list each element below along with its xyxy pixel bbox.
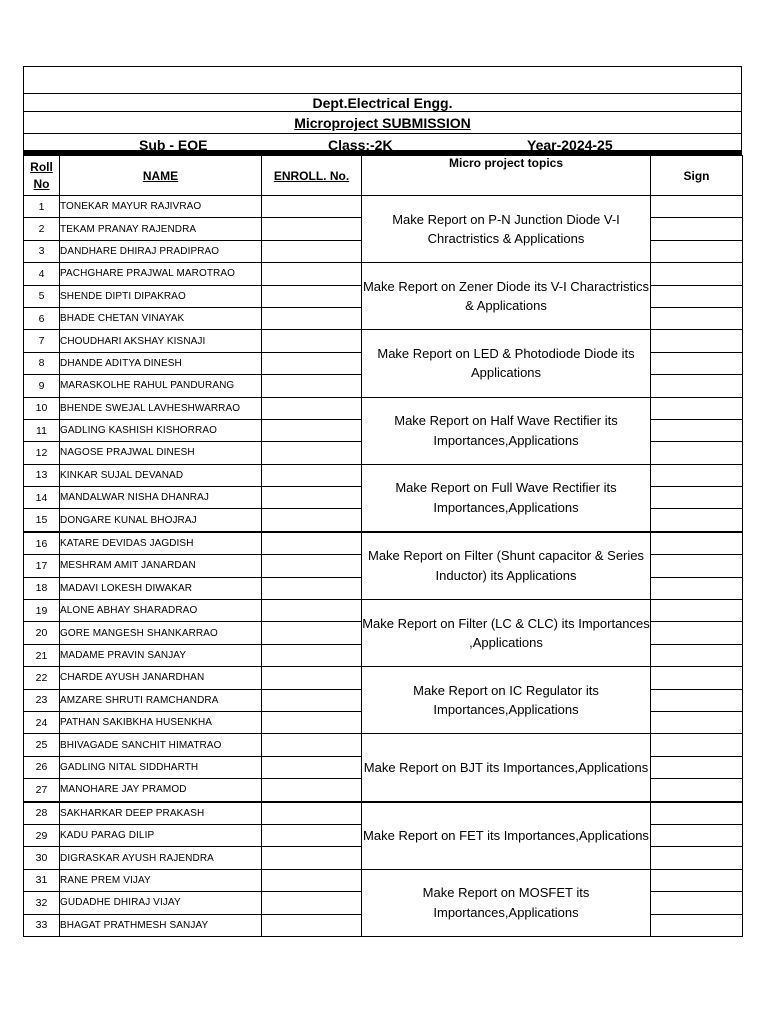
table-row xyxy=(24,600,743,622)
enroll-cell[interactable] xyxy=(262,756,362,778)
project-topic: Make Report on P-N Junction Diode V-I Chractristics & Applications xyxy=(362,196,651,263)
sign-cell[interactable] xyxy=(651,375,743,397)
roll-number: 27 xyxy=(24,779,60,802)
roll-number: 16 xyxy=(24,532,60,555)
enroll-cell[interactable] xyxy=(262,711,362,733)
sign-cell[interactable] xyxy=(651,802,743,825)
enroll-cell[interactable] xyxy=(262,644,362,666)
sign-cell[interactable] xyxy=(651,689,743,711)
student-name: TONEKAR MAYUR RAJIVRAO xyxy=(60,196,262,218)
sign-cell[interactable] xyxy=(651,600,743,622)
roll-number: 9 xyxy=(24,375,60,397)
roll-number: 14 xyxy=(24,487,60,509)
table-row xyxy=(24,802,743,825)
roll-number: 7 xyxy=(24,330,60,352)
year-label: Year-2024-25 xyxy=(527,137,613,153)
project-topic: Make Report on LED & Photodiode Diode its Applications xyxy=(362,330,651,397)
roll-no-header: Roll No xyxy=(24,156,60,196)
project-topic: Make Report on Half Wave Rectifier its Importances,Applications xyxy=(362,397,651,464)
submission-sheet xyxy=(23,66,742,937)
sign-header: Sign xyxy=(651,156,743,196)
enroll-cell[interactable] xyxy=(262,689,362,711)
sign-cell[interactable] xyxy=(651,734,743,756)
student-name: DIGRASKAR AYUSH RAJENDRA xyxy=(60,847,262,869)
student-name: BHENDE SWEJAL LAVHESHWARRAO xyxy=(60,397,262,419)
student-name: SAKHARKAR DEEP PRAKASH xyxy=(60,802,262,825)
enroll-cell[interactable] xyxy=(262,352,362,374)
roll-number: 19 xyxy=(24,600,60,622)
enroll-cell[interactable] xyxy=(262,667,362,689)
project-topic: Make Report on MOSFET its Importances,Applications xyxy=(362,869,651,936)
enroll-cell[interactable] xyxy=(262,779,362,802)
student-name: AMZARE SHRUTI RAMCHANDRA xyxy=(60,689,262,711)
table-row xyxy=(24,330,743,352)
enroll-cell[interactable] xyxy=(262,240,362,262)
sign-cell[interactable] xyxy=(651,464,743,486)
enroll-cell[interactable] xyxy=(262,397,362,419)
student-name: KATARE DEVIDAS JAGDISH xyxy=(60,532,262,555)
enroll-cell[interactable] xyxy=(262,555,362,577)
enroll-cell[interactable] xyxy=(262,892,362,914)
sign-cell[interactable] xyxy=(651,577,743,599)
enroll-cell[interactable] xyxy=(262,307,362,329)
sign-cell[interactable] xyxy=(651,218,743,240)
student-name: GORE MANGESH SHANKARRAO xyxy=(60,622,262,644)
roll-number: 4 xyxy=(24,263,60,285)
sign-cell[interactable] xyxy=(651,555,743,577)
student-name: DHANDE ADITYA DINESH xyxy=(60,352,262,374)
sign-cell[interactable] xyxy=(651,419,743,441)
enroll-cell[interactable] xyxy=(262,509,362,532)
enroll-cell[interactable] xyxy=(262,847,362,869)
roll-number: 33 xyxy=(24,914,60,936)
table-row xyxy=(24,397,743,419)
sign-cell[interactable] xyxy=(651,509,743,532)
student-name: BHIVAGADE SANCHIT HIMATRAO xyxy=(60,734,262,756)
enroll-cell[interactable] xyxy=(262,532,362,555)
sign-cell[interactable] xyxy=(651,442,743,464)
sign-cell[interactable] xyxy=(651,330,743,352)
student-name: PACHGHARE PRAJWAL MAROTRAO xyxy=(60,263,262,285)
sign-cell[interactable] xyxy=(651,869,743,891)
roll-number: 22 xyxy=(24,667,60,689)
project-topic: Make Report on Filter (Shunt capacitor & Series Inductor) its Applications xyxy=(362,532,651,600)
student-name: MANOHARE JAY PRAMOD xyxy=(60,779,262,802)
enroll-cell[interactable] xyxy=(262,464,362,486)
roll-number: 8 xyxy=(24,352,60,374)
department-row xyxy=(23,93,742,111)
blank-header-row xyxy=(23,66,742,93)
table-row xyxy=(24,196,743,218)
sign-cell[interactable] xyxy=(651,196,743,218)
sign-cell[interactable] xyxy=(651,756,743,778)
roll-number: 2 xyxy=(24,218,60,240)
sign-cell[interactable] xyxy=(651,914,743,936)
enroll-cell[interactable] xyxy=(262,487,362,509)
sign-cell[interactable] xyxy=(651,285,743,307)
table-row xyxy=(24,667,743,689)
enroll-cell[interactable] xyxy=(262,824,362,846)
enroll-cell[interactable] xyxy=(262,375,362,397)
project-topic: Make Report on Filter (LC & CLC) its Importances ,Applications xyxy=(362,600,651,667)
student-name: DANDHARE DHIRAJ PRADIPRAO xyxy=(60,240,262,262)
student-name: MANDALWAR NISHA DHANRAJ xyxy=(60,487,262,509)
student-name: MADAME PRAVIN SANJAY xyxy=(60,644,262,666)
table-row xyxy=(24,734,743,756)
project-topic: Make Report on Zener Diode its V-I Charactristics & Applications xyxy=(362,263,651,330)
sign-cell[interactable] xyxy=(651,352,743,374)
sign-cell[interactable] xyxy=(651,824,743,846)
roll-number: 1 xyxy=(24,196,60,218)
topics-header: Micro project topics xyxy=(362,156,651,196)
enroll-cell[interactable] xyxy=(262,285,362,307)
project-topic: Make Report on FET its Importances,Applications xyxy=(362,802,651,870)
student-name: DONGARE KUNAL BHOJRAJ xyxy=(60,509,262,532)
student-name: RANE PREM VIJAY xyxy=(60,869,262,891)
student-name: MESHRAM AMIT JANARDAN xyxy=(60,555,262,577)
roll-number: 30 xyxy=(24,847,60,869)
table-row xyxy=(24,869,743,891)
project-topic: Make Report on Full Wave Rectifier its Importances,Applications xyxy=(362,464,651,532)
sign-cell[interactable] xyxy=(651,667,743,689)
roll-number: 18 xyxy=(24,577,60,599)
subject-row xyxy=(23,133,742,155)
roll-number: 20 xyxy=(24,622,60,644)
table-row xyxy=(24,464,743,486)
student-name: CHOUDHARI AKSHAY KISNAJI xyxy=(60,330,262,352)
student-name: KINKAR SUJAL DEVANAD xyxy=(60,464,262,486)
sign-cell[interactable] xyxy=(651,892,743,914)
roll-number: 17 xyxy=(24,555,60,577)
roll-number: 28 xyxy=(24,802,60,825)
roll-number: 32 xyxy=(24,892,60,914)
student-name: NAGOSE PRAJWAL DINESH xyxy=(60,442,262,464)
student-name: MADAVI LOKESH DIWAKAR xyxy=(60,577,262,599)
roll-number: 13 xyxy=(24,464,60,486)
student-name: GADLING NITAL SIDDHARTH xyxy=(60,756,262,778)
roll-number: 23 xyxy=(24,689,60,711)
subject-label: Sub - EOE xyxy=(139,137,208,153)
name-header: NAME xyxy=(60,156,262,196)
enroll-cell[interactable] xyxy=(262,622,362,644)
roll-number: 21 xyxy=(24,644,60,666)
sign-cell[interactable] xyxy=(651,307,743,329)
roll-number: 6 xyxy=(24,307,60,329)
table-row xyxy=(24,263,743,285)
roll-number: 15 xyxy=(24,509,60,532)
roll-number: 12 xyxy=(24,442,60,464)
table-row xyxy=(24,532,743,555)
enroll-header: ENROLL. No. xyxy=(262,156,362,196)
enroll-cell[interactable] xyxy=(262,914,362,936)
enroll-cell[interactable] xyxy=(262,218,362,240)
roll-number: 31 xyxy=(24,869,60,891)
roll-number: 3 xyxy=(24,240,60,262)
sign-cell[interactable] xyxy=(651,263,743,285)
roll-number: 10 xyxy=(24,397,60,419)
enroll-cell[interactable] xyxy=(262,802,362,825)
roll-number: 26 xyxy=(24,756,60,778)
enroll-cell[interactable] xyxy=(262,734,362,756)
student-table xyxy=(23,155,743,937)
student-name: MARASKOLHE RAHUL PANDURANG xyxy=(60,375,262,397)
roll-number: 29 xyxy=(24,824,60,846)
student-name: ALONE ABHAY SHARADRAO xyxy=(60,600,262,622)
enroll-cell[interactable] xyxy=(262,600,362,622)
department-title: Dept.Electrical Engg. xyxy=(312,95,453,111)
sign-cell[interactable] xyxy=(651,644,743,666)
student-name: KADU PARAG DILIP xyxy=(60,824,262,846)
student-name: TEKAM PRANAY RAJENDRA xyxy=(60,218,262,240)
enroll-cell[interactable] xyxy=(262,196,362,218)
class-label: Class:-2K xyxy=(328,137,393,153)
roll-number: 24 xyxy=(24,711,60,733)
sign-cell[interactable] xyxy=(651,532,743,555)
title-row xyxy=(23,111,742,133)
table-body xyxy=(24,196,743,937)
enroll-cell[interactable] xyxy=(262,442,362,464)
student-name: BHAGAT PRATHMESH SANJAY xyxy=(60,914,262,936)
project-topic: Make Report on IC Regulator its Importances,Applications xyxy=(362,667,651,734)
student-name: CHARDE AYUSH JANARDHAN xyxy=(60,667,262,689)
student-name: BHADE CHETAN VINAYAK xyxy=(60,307,262,329)
table-header-row xyxy=(24,156,743,196)
sign-cell[interactable] xyxy=(651,397,743,419)
enroll-cell[interactable] xyxy=(262,330,362,352)
enroll-cell[interactable] xyxy=(262,419,362,441)
student-name: GADLING KASHISH KISHORRAO xyxy=(60,419,262,441)
sign-cell[interactable] xyxy=(651,240,743,262)
sheet-title: Microproject SUBMISSION xyxy=(294,115,471,131)
enroll-cell[interactable] xyxy=(262,869,362,891)
student-name: GUDADHE DHIRAJ VIJAY xyxy=(60,892,262,914)
student-name: SHENDE DIPTI DIPAKRAO xyxy=(60,285,262,307)
sign-cell[interactable] xyxy=(651,711,743,733)
sign-cell[interactable] xyxy=(651,622,743,644)
roll-number: 5 xyxy=(24,285,60,307)
sign-cell[interactable] xyxy=(651,847,743,869)
sign-cell[interactable] xyxy=(651,779,743,802)
student-name: PATHAN SAKIBKHA HUSENKHA xyxy=(60,711,262,733)
roll-number: 25 xyxy=(24,734,60,756)
sign-cell[interactable] xyxy=(651,487,743,509)
enroll-cell[interactable] xyxy=(262,263,362,285)
roll-number: 11 xyxy=(24,419,60,441)
enroll-cell[interactable] xyxy=(262,577,362,599)
project-topic: Make Report on BJT its Importances,Applications xyxy=(362,734,651,802)
